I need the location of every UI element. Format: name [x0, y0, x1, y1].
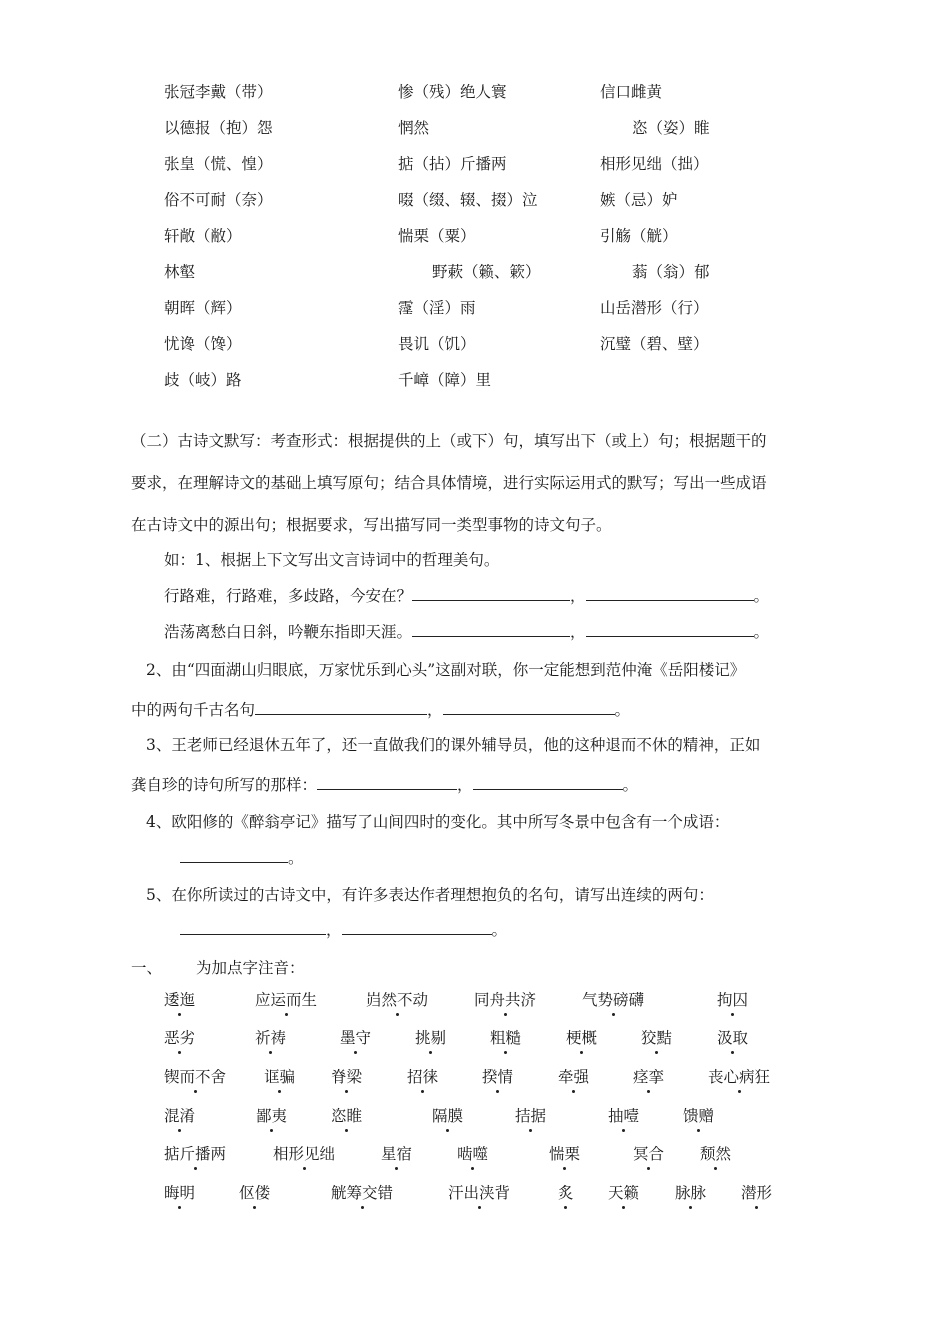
phonetic-word: 拘囚 [717, 991, 749, 1009]
answer-blank[interactable] [342, 920, 492, 935]
question-2-answer [131, 700, 630, 720]
punct: ， [570, 623, 586, 641]
question-4-answer [180, 848, 304, 868]
phonetic-word: 狡黠 [641, 1029, 673, 1047]
word-item: 张冠李戴（带） [164, 83, 273, 101]
word-item: 啜（缀、辍、掇）泣 [398, 191, 538, 209]
punct: 。 [491, 921, 508, 939]
phonetic-word: 牵强 [558, 1068, 590, 1086]
phonetic-word: 脉脉 [675, 1184, 707, 1202]
phonetic-word: 馈赠 [683, 1107, 715, 1125]
word-item: 俗不可耐（奈） [164, 191, 273, 209]
phonetic-word: 粗糙 [490, 1029, 522, 1047]
word-item: 引觞（觥） [600, 227, 678, 245]
word-item: 沉璧（碧、壁） [600, 335, 709, 353]
answer-blank[interactable] [473, 775, 623, 790]
answer-blank[interactable] [443, 700, 615, 715]
answer-blank[interactable] [180, 848, 288, 863]
punct: ， [570, 587, 586, 605]
phonetic-word: 脊梁 [331, 1068, 363, 1086]
phonetic-word: 抽噎 [608, 1107, 640, 1125]
phonetic-word: 惴栗 [549, 1145, 581, 1163]
phonetic-word: 诓骗 [264, 1068, 296, 1086]
section-paragraph: （二）古诗文默写：考查形式：根据提供的上（或下）句，填写出下（或上）句；根据题干的 [131, 432, 767, 450]
answer-blank[interactable] [317, 775, 457, 790]
word-item: 以德报（抱）怨 [164, 119, 273, 137]
word-item: 千嶂（障）里 [398, 371, 492, 389]
word-item: 惘然 [398, 119, 430, 137]
word-item: 朝晖（辉） [164, 299, 242, 317]
question-3-text: 3、王老师已经退休五年了，还一直做我们的课外辅导员，他的这种退而不休的精神，正如 [146, 736, 761, 754]
phonetic-word: 冥合 [633, 1145, 665, 1163]
answer-blank[interactable] [586, 622, 754, 637]
answer-blank[interactable] [180, 920, 326, 935]
word-item: 歧（岐）路 [164, 371, 242, 389]
phonetic-word: 痉挛 [633, 1068, 665, 1086]
phonetic-word: 颓然 [700, 1145, 732, 1163]
word-item: 惨（残）绝人寰 [398, 83, 507, 101]
word-item: 惴栗（粟） [398, 227, 476, 245]
phonetic-word: 恣睢 [331, 1107, 363, 1125]
phonetic-word: 揆情 [482, 1068, 514, 1086]
phonetic-word: 逶迤 [164, 991, 196, 1009]
word-item: 霪（淫）雨 [398, 299, 476, 317]
question-text: 龚自珍的诗句所写的那样： [131, 776, 318, 794]
example-intro: 如：1、根据上下文写出文言诗词中的哲理美句。 [164, 551, 500, 569]
phonetic-word: 混淆 [164, 1107, 196, 1125]
section-paragraph: 要求，在理解诗文的基础上填写原句；结合具体情境，进行实际运用式的默写；写出一些成语 [131, 474, 767, 492]
question-2-text: 2、由“四面湖山归眼底，万家忧乐到心头”这副对联，你一定能想到范仲淹《岳阳楼记》 [146, 661, 746, 679]
section-title: 为加点字注音： [196, 959, 305, 977]
question-text: 行路难，行路难，多歧路，今安在？ [164, 587, 413, 605]
punct: 。 [614, 701, 631, 719]
phonetic-word: 鄙夷 [256, 1107, 288, 1125]
phonetic-word: 梗概 [566, 1029, 598, 1047]
phonetic-word: 炙 [558, 1184, 574, 1202]
phonetic-word: 应运而生 [255, 991, 318, 1009]
phonetic-word: 汗出浃背 [448, 1184, 511, 1202]
word-item: 蓊（翁）郁 [632, 263, 710, 281]
phonetic-word: 墨守 [340, 1029, 372, 1047]
phonetic-word: 天籁 [608, 1184, 640, 1202]
phonetic-word: 汲取 [717, 1029, 749, 1047]
word-item: 山岳潜形（行） [600, 299, 709, 317]
word-item: 嫉（忌）妒 [600, 191, 678, 209]
word-item: 忧谗（馋） [164, 335, 242, 353]
phonetic-word: 星宿 [381, 1145, 413, 1163]
phonetic-word: 相形见绌 [273, 1145, 336, 1163]
phonetic-word: 挑剔 [415, 1029, 447, 1047]
question-1a [164, 586, 769, 606]
phonetic-word: 岿然不动 [366, 991, 429, 1009]
phonetic-word: 招徕 [407, 1068, 439, 1086]
question-4-text: 4、欧阳修的《醉翁亭记》描写了山间四时的变化。其中所写冬景中包含有一个成语： [146, 813, 730, 831]
punct: 。 [753, 623, 770, 641]
phonetic-word: 气势磅礴 [582, 991, 645, 1009]
question-text: 中的两句千古名句 [131, 701, 256, 719]
answer-blank[interactable] [412, 586, 570, 601]
phonetic-word: 锲而不舍 [164, 1068, 227, 1086]
answer-blank[interactable] [586, 586, 754, 601]
phonetic-word: 丧心病狂 [708, 1068, 771, 1086]
phonetic-word: 啮噬 [457, 1145, 489, 1163]
word-item: 信口雌黄 [600, 83, 663, 101]
word-item: 恣（姿）睢 [632, 119, 710, 137]
phonetic-word: 拮据 [515, 1107, 547, 1125]
question-5-text: 5、在你所读过的古诗文中，有许多表达作者理想抱负的名句，请写出连续的两句： [146, 886, 714, 904]
phonetic-word: 觥筹交错 [331, 1184, 394, 1202]
question-1b [164, 622, 769, 642]
word-item: 相形见绌（拙） [600, 155, 709, 173]
question-text: 浩荡离愁白日斜，吟鞭东指即天涯。 [164, 623, 413, 641]
phonetic-word: 祈祷 [255, 1029, 287, 1047]
phonetic-word: 晦明 [164, 1184, 196, 1202]
punct: ， [326, 921, 342, 939]
punct: 。 [753, 587, 770, 605]
answer-blank[interactable] [412, 622, 570, 637]
punct: ， [457, 776, 473, 794]
word-item: 林壑 [164, 263, 196, 281]
section-number: 一、 [131, 959, 163, 977]
phonetic-word: 掂斤播两 [164, 1145, 227, 1163]
answer-blank[interactable] [255, 700, 427, 715]
phonetic-word: 潜形 [741, 1184, 773, 1202]
question-3-answer [131, 775, 638, 795]
section-paragraph: 在古诗文中的源出句；根据要求，写出描写同一类型事物的诗文句子。 [131, 516, 612, 534]
question-5-answer [180, 920, 507, 940]
word-item: 掂（拈）斤播两 [398, 155, 507, 173]
phonetic-word: 隔膜 [432, 1107, 464, 1125]
word-item: 畏讥（饥） [398, 335, 476, 353]
punct: 。 [622, 776, 639, 794]
word-item: 野蔌（籁、簌） [432, 263, 541, 281]
word-item: 轩敞（敝） [164, 227, 242, 245]
word-item: 张皇（慌、惶） [164, 155, 273, 173]
phonetic-word: 伛偻 [239, 1184, 271, 1202]
punct: ， [427, 701, 443, 719]
punct: 。 [288, 849, 304, 867]
phonetic-word: 同舟共济 [474, 991, 537, 1009]
phonetic-word: 恶劣 [164, 1029, 196, 1047]
